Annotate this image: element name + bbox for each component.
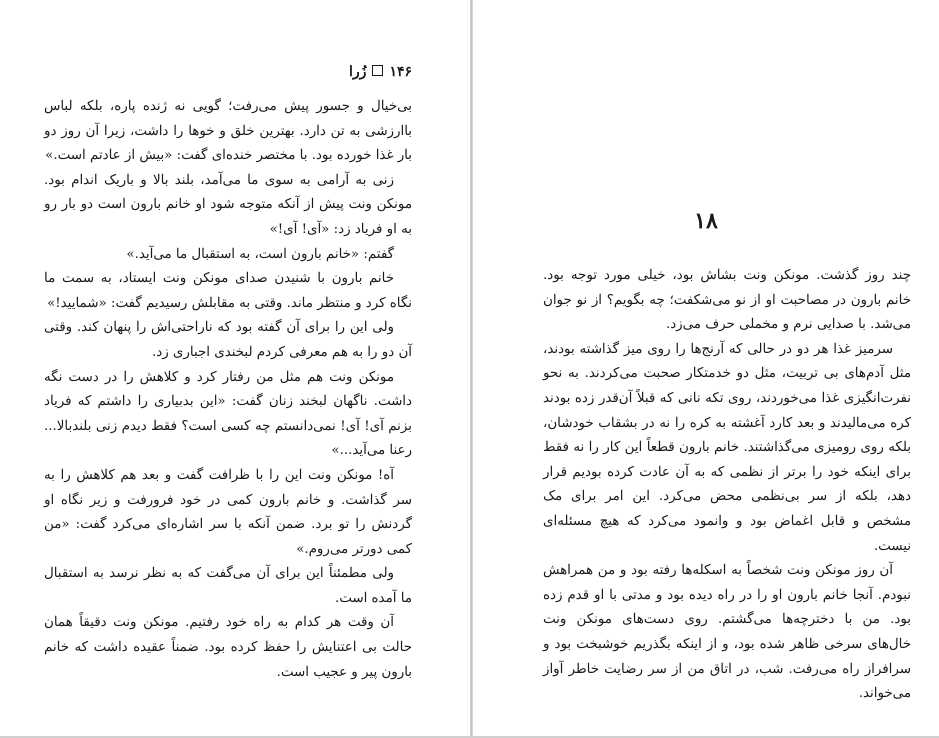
paragraph: آن روز مونکن ونت شخصاً به اسکله‌ها رفته بود و من همراهش نبودم. آنجا خانم بارون او را در راه دیده بود و مدتی با او قدم زده بود. من با دخترچه‌ها می‌گشتم. روی دست‌های مونکن ونت خال‌های سرخی ظاهر شده بود، و از اینکه بگذریم خوشبخت بود و سرافراز راه می‌رفت. شب، در اتاق من از سر رضایت خاطر آواز می‌خواند. <box>543 563 911 702</box>
paragraph: خانم بارون با شنیدن صدای مونکن ونت ایستاد، به سمت ما نگاه کرد و منتظر ماند. وقتی به مقابلش رسیدیم گفت: «شمایید!» <box>44 271 412 311</box>
paragraph: گفتم: «خانم بارون است، به استقبال ما می‌آید.» <box>126 246 394 262</box>
page-number: ۱۴۶ <box>389 64 412 80</box>
chapter-number <box>473 208 939 234</box>
paragraph: بی‌خیال و جسور پیش می‌رفت؛ گویی نه ژنده پاره، بلکه لباس باارزشی به تن دارد. بهترین خلق و خوها را داشت، زیرا آن روز دو بار غذا خورده بود. با مختصر خنده‌ای گفت: «بیش از عادتم است.» <box>44 99 412 164</box>
left-page-body <box>44 95 412 685</box>
running-head <box>349 64 412 80</box>
paragraph: زنی به آرامی به سوی ما می‌آمد، بلند بالا و باریک اندام بود. مونکن ونت پیش از آنکه متوجه شود او خانم بارون است دو بار رو به او فریاد زد: «آی! آی!» <box>44 172 412 237</box>
paragraph: چند روز گذشت. مونکن ونت بشاش بود، خیلی مورد توجه بود. خانم بارون در مصاحبت او از نو می‌شکفت؛ چه بگویم؟ از نو جوان می‌شد. با صدایی نرم و مخملی حرف می‌زد. <box>543 268 911 333</box>
book-title: زُرا <box>349 64 367 80</box>
chapter-number-text: ۱۸ <box>694 208 718 234</box>
paragraph: آه! مونکن ونت این را با ظرافت گفت و بعد هم کلاهش را به سر گذاشت. و خانم بارون کمی در خود فرورفت و زیر نگاه او گردنش را تو برد. ضمن آنکه با سر اشاره‌ای می‌کرد گفت: «من کمی دورتر می‌روم.» <box>44 467 412 557</box>
paragraph: ولی این را برای آن گفته بود که ناراحتی‌اش را پنهان کند. وقتی آن دو را به هم معرفی کردم لبخندی اجباری زد. <box>44 320 412 360</box>
square-ornament-icon <box>372 65 383 76</box>
right-page-body <box>543 264 911 707</box>
paragraph: سرمیز غذا هر دو در حالی که آرنج‌ها را روی میز گذاشته بودند، مثل آدم‌های بی تربیت، مثل دو خدمتکار صحبت می‌کردند. به نحو نفرت‌انگیزی غذا می‌خوردند، روی تکه نانی که قبلاً آن‌قدر زده بودند کره می‌مالیدند و بعد کارد آغشته به کره را نه در بشقاب خودشان، بلکه روی رومیزی می‌گذاشتند. خانم بارون قطعاً این کار را نه فقط برای اینکه خود را برتر از نظمی که به آن عادت کرده بودیم قرار دهد، بلکه از سر بی‌نظمی محض می‌کرد. این امر برای مک مشخص و قابل اغماض بود و وانمود می‌کرد که هیچ مسئله‌ای نیست. <box>543 341 911 554</box>
right-page <box>473 0 939 738</box>
paragraph: ولی مطمئناً این برای آن می‌گفت که به نظر نرسد به استقبال ما آمده است. <box>44 566 412 606</box>
paragraph: آن وقت هر کدام به راه خود رفتیم. مونکن ونت دقیقاً همان حالت بی اعتنایش را حفظ کرده بود. ضمناً عقیده داشت که خانم بارون پیر و عجیب است. <box>44 615 412 680</box>
paragraph: مونکن ونت هم مثل من رفتار کرد و کلاهش را در دست نگه داشت. ناگهان لبخند زنان گفت: «این بدبیاری را داشتم که فریاد بزنم آی! آی! نمی‌دانستم چه کسی است؟ فقط دیدم زنی بلندبالا... رعنا می‌آید...» <box>44 369 412 459</box>
